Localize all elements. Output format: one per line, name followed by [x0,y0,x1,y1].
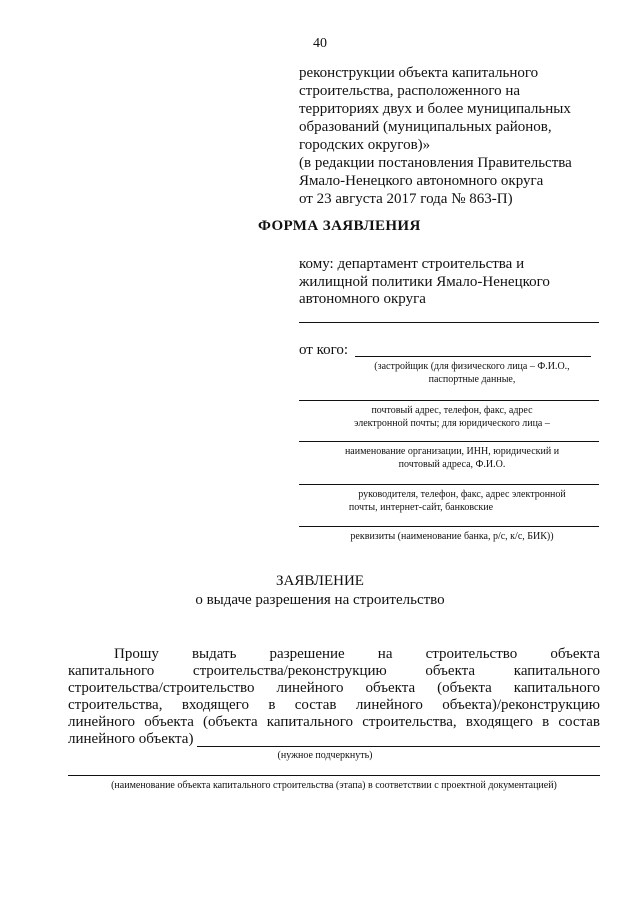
object-name-hint: (наименование объекта капитального строительства (этапа) в соответствии с проектной документацией) [111,780,557,791]
statement-subtitle: о выдаче разрешения на строительство [195,592,445,608]
applicant-hint: реквизиты (наименование банка, р/с, к/с, БИК)) [350,531,554,542]
header-line: образований (муниципальных районов, [299,119,552,135]
header-line: реконструкции объекта капитального [299,65,539,81]
header-line: Ямало-Ненецкого автономного округа [299,173,544,189]
header-line: от 23 августа 2017 года № 863-П) [299,191,513,207]
form-title: ФОРМА ЗАЯВЛЕНИЯ [258,218,421,234]
header-line: городских округов)» [299,137,431,153]
statement-title: ЗАЯВЛЕНИЕ [276,573,364,589]
applicant-hint: почтовый адреса, Ф.И.О. [398,459,506,470]
recipient-line: автономного округа [299,291,426,307]
applicant-fill-line[interactable] [299,484,599,485]
applicant-hint: (застройщик (для физического лица – Ф.И.О., [374,361,570,372]
applicant-hint: почты, интернет-сайт, банковские [348,502,494,513]
body-line: строительства, входящего в состав линейного объекта)/реконструкцию [68,697,600,713]
applicant-fill-line[interactable] [299,526,599,527]
body-line: капитального строительства/реконструкцию объекта капитального [68,663,600,679]
applicant-hint: наименование организации, ИНН, юридический и [344,446,560,457]
body-line: Прошу выдать разрешение на строительство объекта [114,646,600,662]
underline-hint: (нужное подчеркнуть) [277,750,373,761]
from-label: от кого: [299,342,349,358]
body-line-last: линейного объекта) [68,731,194,747]
object-name-fill-line[interactable] [68,775,600,776]
applicant-hint: руководителя, телефон, факс, адрес электронной [358,489,566,500]
recipient-line: жилищной политики Ямало-Ненецкого [299,273,550,290]
object-fill-line[interactable] [197,746,600,747]
page-number: 40 [313,36,327,51]
applicant-hint: электронной почты; для юридического лица – [354,418,550,429]
header-line: территориях двух и более муниципальных [299,101,571,117]
header-block [299,64,599,208]
applicant-fill-line[interactable] [299,400,599,401]
body-line: строительства/строительство линейного объекта (объекта капитального [68,680,600,696]
body-line: линейного объекта (объекта капитального строительства, входящего в состав [68,714,600,730]
applicant-hint: почтовый адрес, телефон, факс, адрес [371,405,533,416]
recipient-fill-line[interactable] [299,322,599,323]
header-line: (в редакции постановления Правительства [299,155,572,171]
applicant-fill-line[interactable] [299,441,599,442]
header-line: строительства, расположенного на [299,83,521,99]
applicant-hint: паспортные данные, [428,374,516,385]
recipient-block [299,256,550,309]
applicant-fill-line[interactable] [355,356,591,357]
recipient-line: кому: департамент строительства и [299,256,525,272]
